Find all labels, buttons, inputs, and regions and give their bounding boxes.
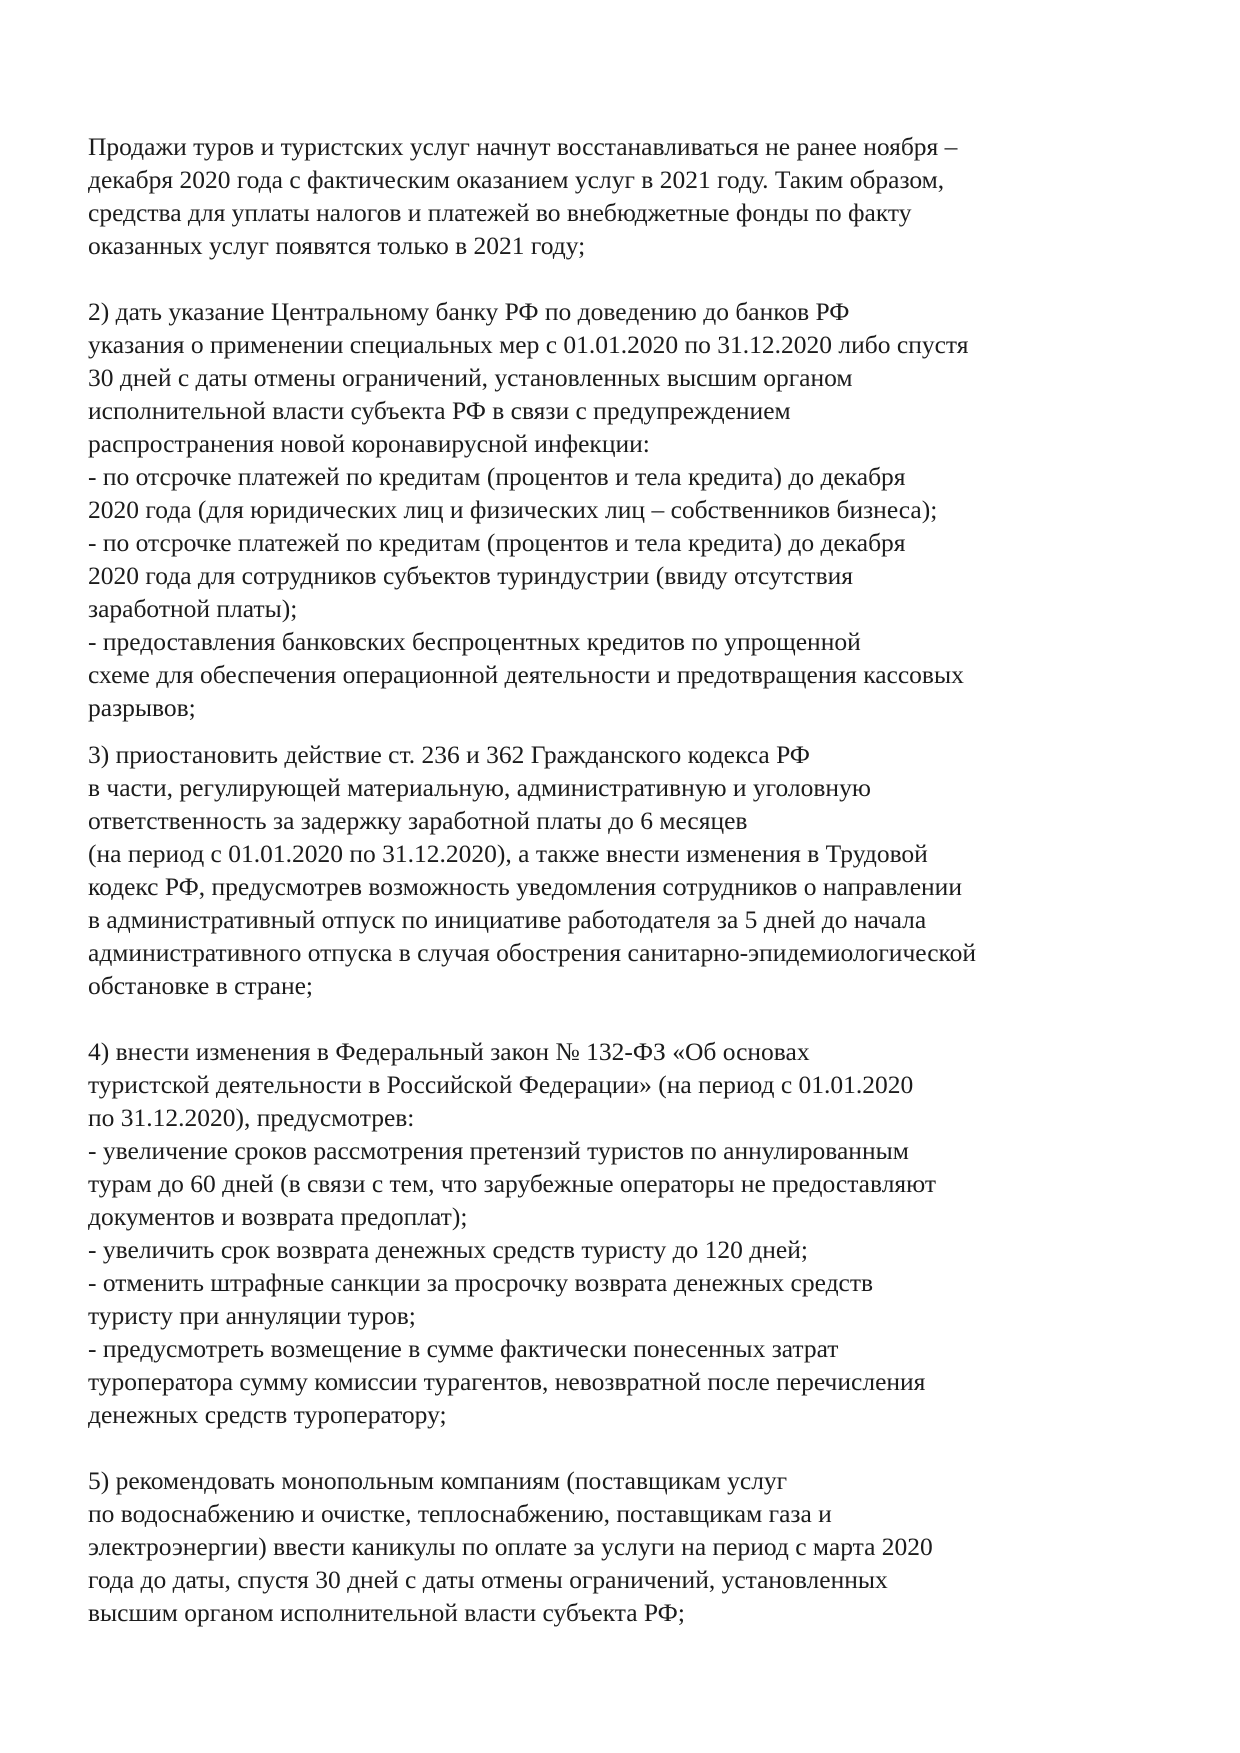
text-line: Продажи туров и туристских услуг начнут восстанавливаться не ранее ноября –	[88, 132, 958, 161]
text-line: 3) приостановить действие ст. 236 и 362 Гражданского кодекса РФ	[88, 740, 810, 769]
text-line: туристу при аннуляции туров;	[88, 1301, 416, 1330]
text-line: 2020 года (для юридических лиц и физических лиц – собственников бизнеса);	[88, 495, 938, 524]
text-line: - отменить штрафные санкции за просрочку возврата денежных средств	[88, 1268, 874, 1297]
text-line: 5) рекомендовать монопольным компаниям (поставщикам услуг	[88, 1466, 788, 1495]
text-line: кодекс РФ, предусмотрев возможность уведомления сотрудников о направлении	[88, 872, 962, 901]
text-line: - предусмотреть возмещение в сумме фактически понесенных затрат	[88, 1334, 839, 1363]
text-line: ответственность за задержку заработной платы до 6 месяцев	[88, 806, 748, 835]
text-line: электроэнергии) ввести каникулы по оплате за услуги на период с марта 2020	[88, 1532, 933, 1561]
text-line: 2) дать указание Центральному банку РФ по доведению до банков РФ	[88, 297, 850, 326]
paragraph-item-3	[88, 738, 1123, 1002]
text-line: разрывов;	[88, 693, 196, 722]
text-line: в части, регулирующей материальную, административную и уголовную	[88, 773, 871, 802]
text-line: - предоставления банковских беспроцентных кредитов по упрощенной	[88, 627, 861, 656]
text-line: - по отсрочке платежей по кредитам (процентов и тела кредита) до декабря	[88, 528, 906, 557]
text-line: 30 дней с даты отмены ограничений, установленных высшим органом	[88, 363, 853, 392]
text-line: исполнительной власти субъекта РФ в связи с предупреждением	[88, 396, 791, 425]
text-line: административного отпуска в случая обострения санитарно-эпидемиологической	[88, 938, 977, 967]
text-line: по 31.12.2020), предусмотрев:	[88, 1103, 415, 1132]
text-line: указания о применении специальных мер с 01.01.2020 по 31.12.2020 либо спустя	[88, 330, 969, 359]
text-line: средства для уплаты налогов и платежей во внебюджетные фонды по факту	[88, 198, 912, 227]
paragraph-intro	[88, 130, 1123, 262]
text-line: документов и возврата предоплат);	[88, 1202, 468, 1231]
text-line: - по отсрочке платежей по кредитам (процентов и тела кредита) до декабря	[88, 462, 906, 491]
text-line: заработной платы);	[88, 594, 298, 623]
text-line: декабря 2020 года с фактическим оказанием услуг в 2021 году. Таким образом,	[88, 165, 945, 194]
text-line: - увеличение сроков рассмотрения претензий туристов по аннулированным	[88, 1136, 909, 1165]
text-line: туроператора сумму комиссии турагентов, невозвратной после перечисления	[88, 1367, 926, 1396]
text-line: (на период с 01.01.2020 по 31.12.2020), а также внести изменения в Трудовой	[88, 839, 928, 868]
text-line: турам до 60 дней (в связи с тем, что зарубежные операторы не предоставляют	[88, 1169, 937, 1198]
text-line: в административный отпуск по инициативе работодателя за 5 дней до начала	[88, 905, 927, 934]
text-line: года до даты, спустя 30 дней с даты отмены ограничений, установленных	[88, 1565, 888, 1594]
paragraph-item-5	[88, 1464, 1123, 1629]
text-line: схеме для обеспечения операционной деятельности и предотвращения кассовых	[88, 660, 964, 689]
document-body	[88, 130, 1123, 1629]
text-line: распространения новой коронавирусной инфекции:	[88, 429, 650, 458]
text-line: туристской деятельности в Российской Федерации» (на период с 01.01.2020	[88, 1070, 914, 1099]
text-line: - увеличить срок возврата денежных средств туристу до 120 дней;	[88, 1235, 808, 1264]
text-line: высшим органом исполнительной власти субъекта РФ;	[88, 1598, 685, 1627]
paragraph-item-4	[88, 1035, 1123, 1431]
text-line: 4) внести изменения в Федеральный закон № 132-ФЗ «Об основах	[88, 1037, 810, 1066]
text-line: обстановке в стране;	[88, 971, 314, 1000]
paragraph-item-2	[88, 295, 1123, 724]
text-line: оказанных услуг появятся только в 2021 году;	[88, 231, 586, 260]
text-line: 2020 года для сотрудников субъектов туриндустрии (ввиду отсутствия	[88, 561, 853, 590]
text-line: по водоснабжению и очистке, теплоснабжению, поставщикам газа и	[88, 1499, 832, 1528]
text-line: денежных средств туроператору;	[88, 1400, 447, 1429]
